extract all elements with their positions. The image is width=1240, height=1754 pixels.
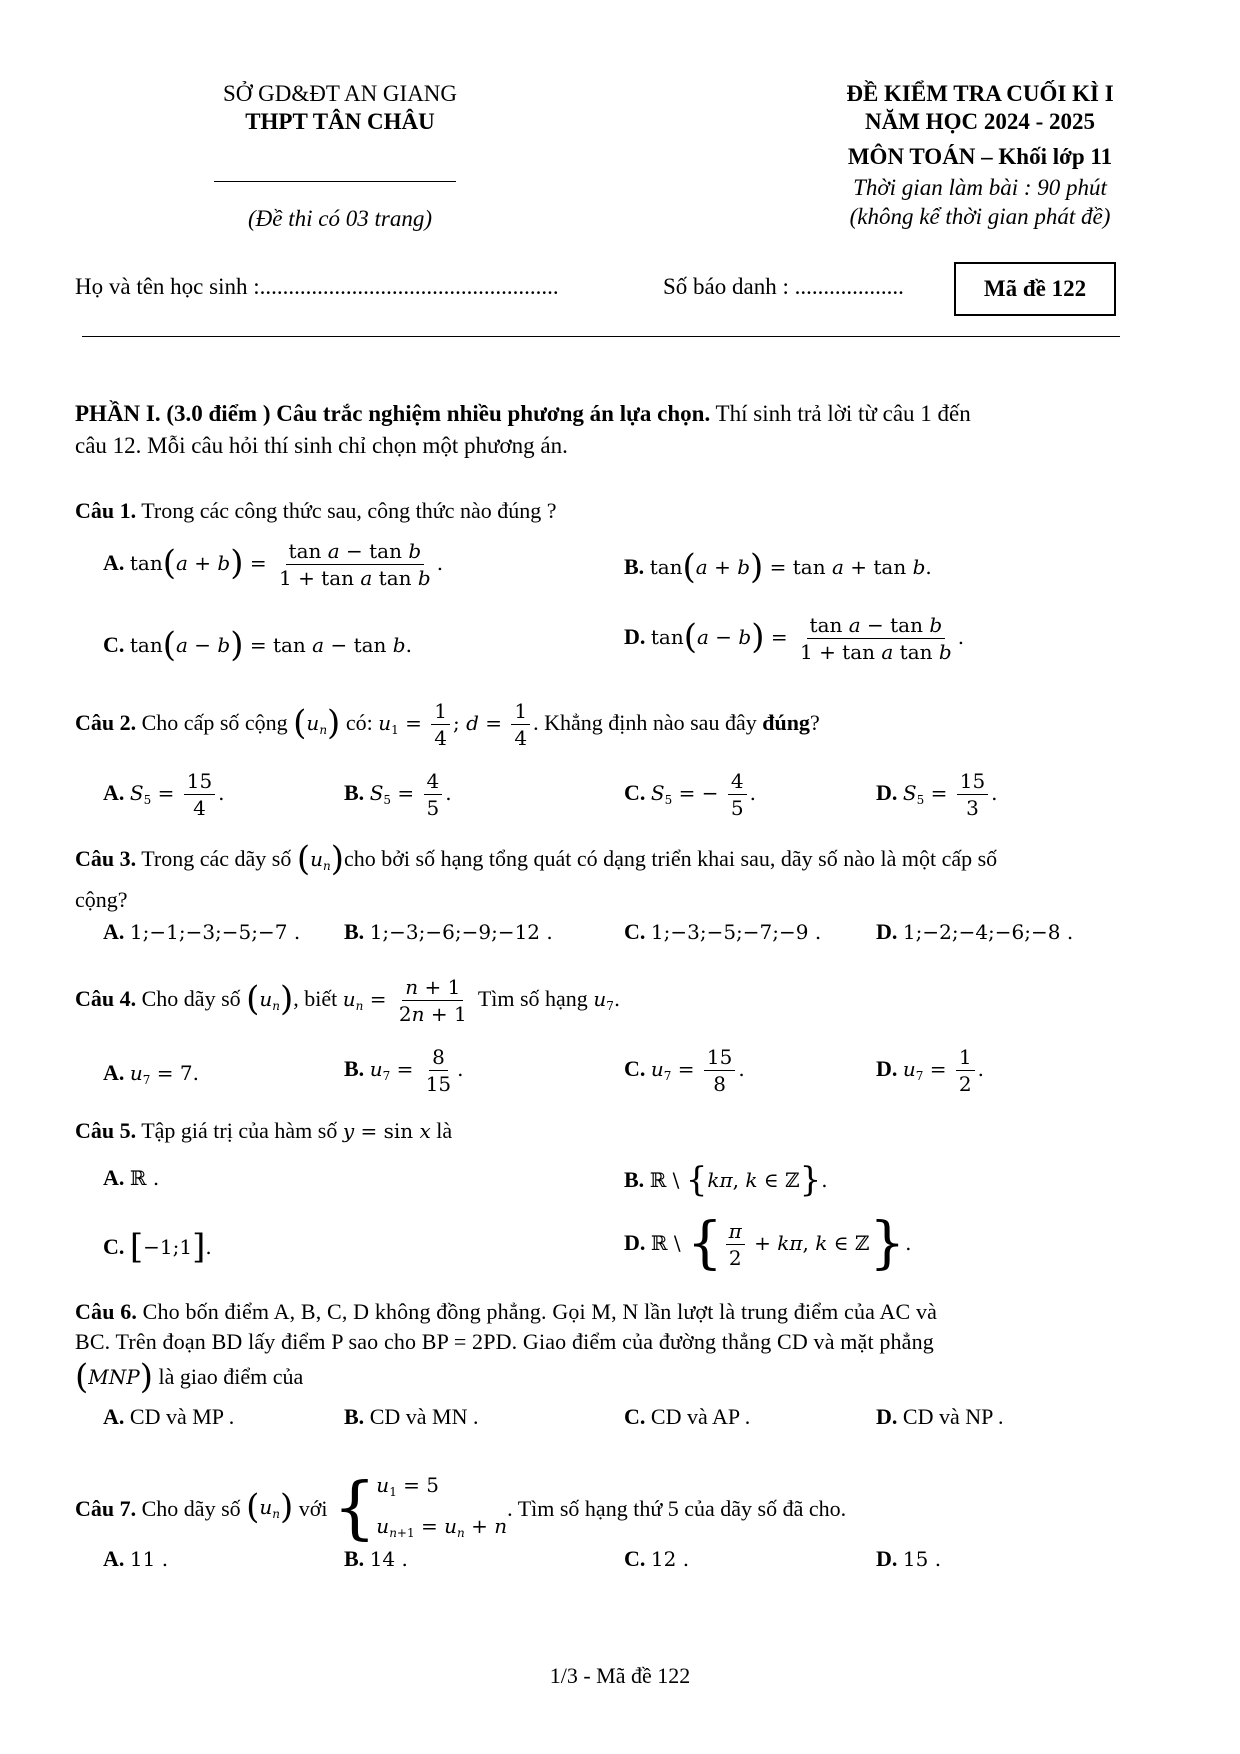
q5-b-letter: B. — [624, 1167, 645, 1192]
q5-c-letter: C. — [103, 1234, 125, 1259]
q7-d-letter: D. — [876, 1546, 898, 1571]
q3-label: Câu 3. — [75, 846, 137, 871]
info-divider — [82, 336, 1120, 337]
q4-b-letter: B. — [344, 1056, 365, 1081]
q5-label: Câu 5. — [75, 1118, 137, 1143]
q6-d-value: CD và NP . — [902, 1404, 1004, 1429]
q2-text-c: . Khẳng định nào sau đây — [533, 710, 763, 735]
q3-line2: cộng? — [75, 887, 128, 912]
q3-a-letter: A. — [103, 919, 125, 944]
question-7: Câu 7. Cho dãy số $(u_n)$ với { $u_1 = 5$ $u_{n+1} = u_n + n$ . Tìm số hạng thứ 5 của dãy số đã cho. — [75, 1469, 847, 1548]
q7-a-letter: A. — [103, 1546, 125, 1571]
q6-c-value: CD và AP . — [650, 1404, 751, 1429]
q6-label: Câu 6. — [75, 1299, 138, 1324]
q7-c-letter: C. — [624, 1546, 646, 1571]
q1-option-a[interactable]: A. tan(a + b) = $\frac{\text{tan a − tan b}}{\text{1 + tan a tan b}}$ . — [103, 539, 444, 590]
q3-option-b[interactable] — [344, 919, 553, 945]
section-title: PHẦN I. (3.0 điểm ) Câu trắc nghiệm nhiều phương án lựa chọn. — [75, 401, 711, 426]
q7-option-d[interactable] — [876, 1546, 941, 1572]
q2-label: Câu 2. — [75, 710, 137, 735]
q5-d-letter: D. — [624, 1230, 646, 1255]
section-instructions — [75, 398, 1175, 462]
q2-text-a: Cho cấp số cộng — [136, 710, 294, 735]
q3-c-letter: C. — [624, 919, 646, 944]
q2-a-letter: A. — [103, 780, 125, 805]
q3-option-d[interactable] — [876, 919, 1073, 945]
q7-option-c[interactable] — [624, 1546, 689, 1572]
q4-label: Câu 4. — [75, 986, 137, 1011]
exam-title: ĐỀ KIỂM TRA CUỐI KÌ I — [846, 81, 1114, 106]
question-2: Câu 2. Cho cấp số cộng $(u_n)$ có: $u_1$ = $\frac{1}{4}$ ; d = $\frac{1}{4}$ . Khẳng định nào sau đây đúng? — [75, 699, 820, 750]
q3-option-c[interactable] — [624, 919, 821, 945]
q2-d-letter: D. — [876, 780, 898, 805]
q7-c-value: 12 . — [650, 1547, 690, 1571]
q6-a-letter: A. — [103, 1404, 125, 1429]
school-dept: SỞ GD&ĐT AN GIANG — [222, 81, 458, 106]
q5-option-c[interactable]: C. [−1;1]. — [103, 1227, 212, 1267]
school-name: THPT TÂN CHÂU — [245, 109, 435, 134]
q4-text-b: , biết — [293, 986, 343, 1011]
section-title-rest: Thí sinh trả lời từ câu 1 đến — [710, 401, 971, 426]
q7-text-c: . Tìm số hạng thứ 5 của dãy số đã cho. — [507, 1496, 847, 1521]
student-name-field: Họ và tên học sinh :.................................................... — [75, 274, 559, 299]
q3-text: Trong các dãy số — [136, 846, 297, 871]
q3-c-value: 1;−3;−5;−7;−9 . — [650, 920, 822, 944]
q3-b-letter: B. — [344, 919, 365, 944]
q4-option-c[interactable]: C. $u_7$ = $\frac{15}{8}$ . — [624, 1045, 745, 1096]
q6-b-letter: B. — [344, 1404, 365, 1429]
q5-a-letter: A. — [103, 1165, 125, 1190]
question-6 — [75, 1297, 937, 1327]
q6-option-c[interactable] — [624, 1404, 750, 1430]
header-divider — [214, 181, 456, 182]
q6-option-a[interactable] — [103, 1404, 234, 1430]
q4-option-a[interactable]: A. $u_7 = 7$. — [103, 1060, 199, 1087]
q6-line3-text: là giao điểm của — [152, 1364, 304, 1389]
q7-b-letter: B. — [344, 1546, 365, 1571]
q7-a-value: 11 . — [129, 1547, 169, 1571]
q2-option-c[interactable]: C. $S_5$ = − $\frac{4}{5}$ . — [624, 769, 756, 820]
time-limit: Thời gian làm bài : 90 phút — [853, 175, 1107, 200]
q2-option-a[interactable]: A. $S_5$ = $\frac{15}{4}$ . — [103, 769, 225, 820]
q2-b-letter: B. — [344, 780, 365, 805]
q5-text-b: là — [430, 1118, 453, 1143]
subject: MÔN TOÁN – Khối lớp 11 — [847, 144, 1113, 169]
q4-c-letter: C. — [624, 1056, 646, 1081]
q6-line2: BC. Trên đoạn BD lấy điểm P sao cho BP = 2PD. Giao điểm của đường thẳng CD và mặt phẳng — [75, 1329, 934, 1354]
school-year: NĂM HỌC 2024 - 2025 — [865, 109, 1095, 134]
q2-text-d: ? — [809, 710, 820, 735]
q1-option-d[interactable]: D. tan(a − b) = $\frac{\text{tan a − tan b}}{\text{1 + tan a tan b}}$ . — [624, 613, 965, 664]
q2-option-b[interactable]: B. $S_5$ = $\frac{4}{5}$ . — [344, 769, 452, 820]
q6-option-d[interactable] — [876, 1404, 1004, 1430]
q2-text-bold: đúng — [762, 710, 810, 735]
q6-c-letter: C. — [624, 1404, 646, 1429]
q7-d-value: 15 . — [902, 1547, 942, 1571]
q1-c-letter: C. — [103, 632, 125, 657]
q4-option-b[interactable]: B. $u_7$ = $\frac{8}{15}$ . — [344, 1045, 464, 1096]
q3-a-value: 1;−1;−3;−5;−7 . — [129, 920, 301, 944]
q3-option-a[interactable] — [103, 919, 300, 945]
q2-option-d[interactable]: D. $S_5$ = $\frac{15}{3}$ . — [876, 769, 998, 820]
q4-text-c: Tìm số hạng — [472, 986, 594, 1011]
q3-d-letter: D. — [876, 919, 898, 944]
q1-a-letter: A. — [103, 550, 125, 575]
q7-b-value: 14 . — [369, 1547, 408, 1571]
question-1 — [75, 496, 557, 526]
q3-b-value: 1;−3;−6;−9;−12 . — [369, 920, 553, 944]
q7-option-a[interactable] — [103, 1546, 168, 1572]
time-note: (không kể thời gian phát đề) — [849, 204, 1111, 229]
question-5: Câu 5. Tập giá trị của hàm số y = sin x là — [75, 1118, 453, 1143]
q5-option-d[interactable]: D. ℝ \ { $\frac{\pi}{2}$ + kπ, k ∈ ℤ}. — [624, 1211, 912, 1276]
q3-text-b: cho bởi số hạng tổng quát có dạng triển khai sau, dãy số nào là một cấp số — [344, 846, 998, 871]
q4-d-letter: D. — [876, 1056, 898, 1081]
q1-b-letter: B. — [624, 554, 645, 579]
q6-option-b[interactable] — [344, 1404, 478, 1430]
q6-d-letter: D. — [876, 1404, 898, 1429]
question-4: Câu 4. Cho dãy số $(u_n)$, biết $u_n$ = $\frac{n + 1}{2n + 1}$ Tìm số hạng $u_7$. — [75, 975, 621, 1026]
q6-line1: Cho bốn điểm A, B, C, D không đồng phẳng. Gọi M, N lần lượt là trung điểm của AC và — [137, 1299, 938, 1324]
q6-b-value: CD và MN . — [369, 1404, 479, 1429]
q2-text-b: có: — [340, 710, 379, 735]
q4-text-a: Cho dãy số — [136, 986, 247, 1011]
q1-option-b[interactable]: B. tan(a + b) = tan a + tan b. — [624, 547, 932, 587]
q5-text-a: Tập giá trị của hàm số — [136, 1118, 343, 1143]
q5-option-a[interactable]: A. ℝ . — [103, 1165, 160, 1190]
q4-option-d[interactable]: D. $u_7$ = $\frac{1}{2}$ . — [876, 1045, 984, 1096]
q6-a-value: CD và MP . — [129, 1404, 235, 1429]
page-footer: 1/3 - Mã đề 122 — [549, 1663, 691, 1688]
q7-label: Câu 7. — [75, 1496, 137, 1521]
question-3: Câu 3. Trong các dãy số $(u_n)cho$ bởi số hạng tổng quát có dạng triển khai sau, dãy số nào là một cấp số — [75, 839, 998, 879]
q2-c-letter: C. — [624, 780, 646, 805]
q7-text-a: Cho dãy số — [136, 1496, 247, 1521]
q6-line3: (MNP) là giao điểm của — [75, 1357, 304, 1397]
exam-code-box: Mã đề 122 — [954, 262, 1116, 316]
q7-text-b: với — [293, 1496, 334, 1521]
student-id-field: Số báo danh : ................... — [663, 274, 904, 299]
q5-option-b[interactable]: B. ℝ \ {kπ, k ∈ ℤ}. — [624, 1160, 828, 1200]
q1-d-letter: D. — [624, 624, 646, 649]
q7-option-b[interactable] — [344, 1546, 408, 1572]
q4-a-letter: A. — [103, 1060, 125, 1085]
q7-system: { $u_1 = 5$ $u_{n+1} = u_n + n$ — [333, 1469, 508, 1548]
q3-d-value: 1;−2;−4;−6;−8 . — [902, 920, 1074, 944]
q1-text: Trong các công thức sau, công thức nào đúng ? — [136, 498, 557, 523]
q1-label: Câu 1. — [75, 498, 137, 523]
page-count-note: (Đề thi có 03 trang) — [248, 206, 432, 231]
q1-option-c[interactable]: C. tan(a − b) = tan a − tan b. — [103, 625, 412, 665]
section-line2: câu 12. Mỗi câu hỏi thí sinh chỉ chọn một phương án. — [75, 433, 568, 458]
